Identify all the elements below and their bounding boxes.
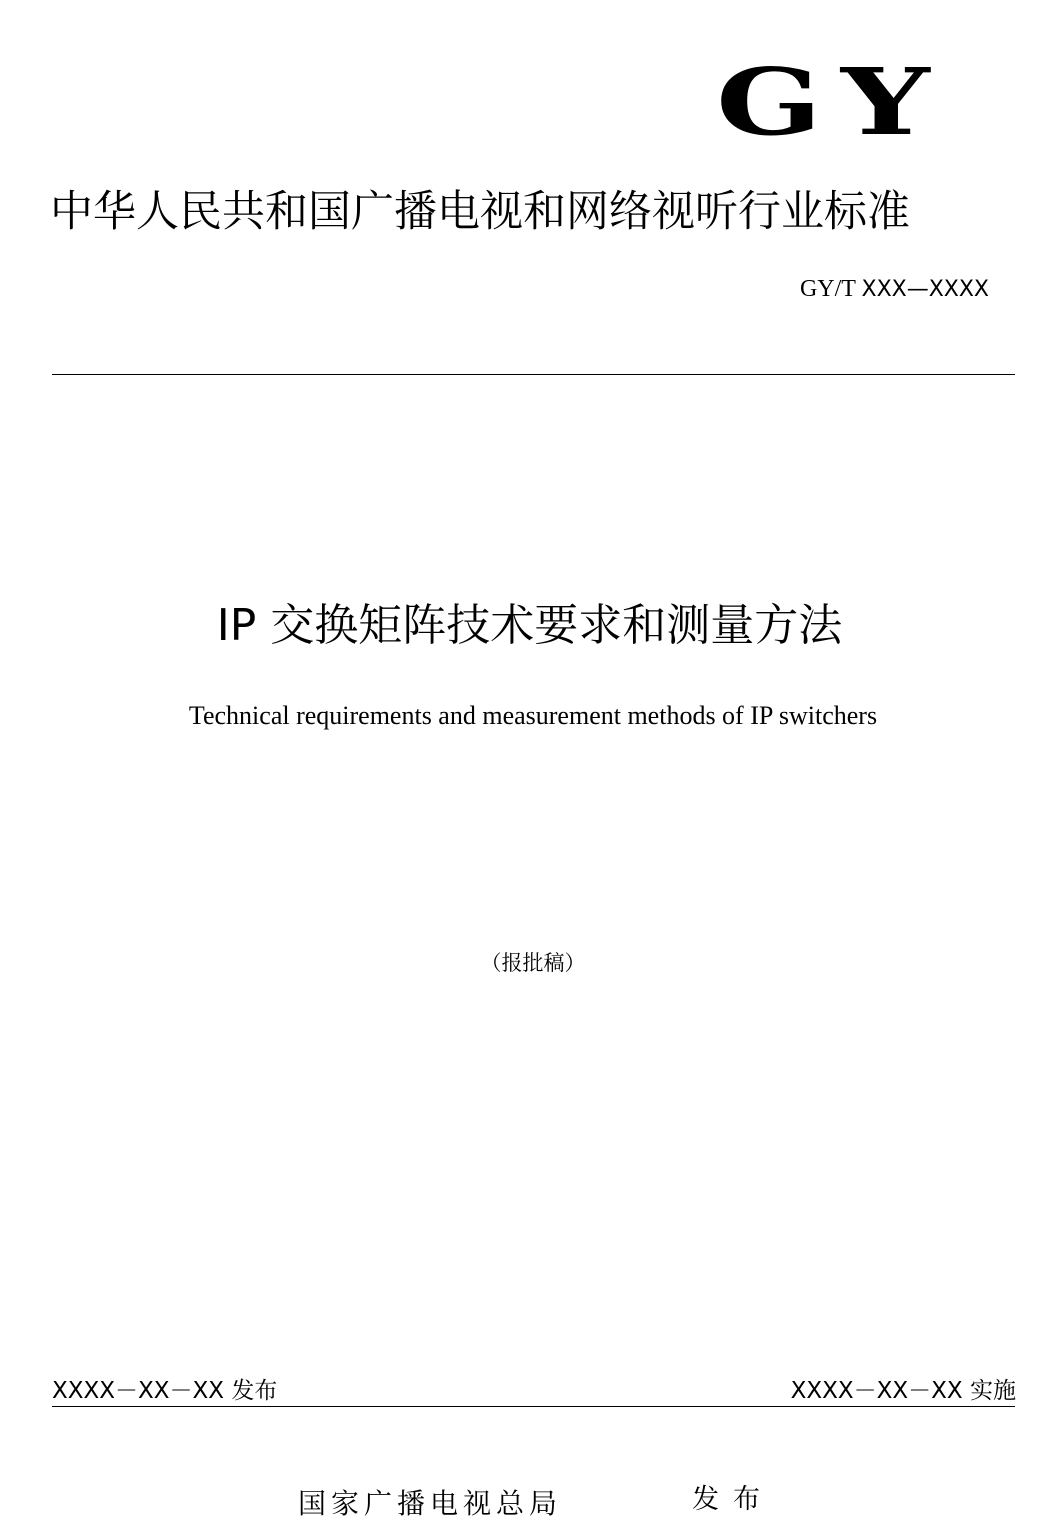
footer-divider xyxy=(52,1406,1015,1407)
standard-number xyxy=(800,274,989,305)
implementation-date: XXXX－XX－XX 实施 xyxy=(790,1378,1016,1404)
standard-number-suffix: XXX—XXXX xyxy=(861,277,989,302)
publish-label: 发布 xyxy=(692,1484,774,1515)
document-title-chinese: IP 交换矩阵技术要求和测量方法 xyxy=(216,600,843,651)
publisher: 国家广播电视总局 xyxy=(298,1487,563,1520)
release-date: XXXX－XX－XX 发布 xyxy=(52,1378,278,1404)
gy-logo: GY xyxy=(716,48,949,156)
standard-number-prefix: GY/T xyxy=(799,276,862,302)
document-title-english: Technical requirements and measurement methods of IP switchers xyxy=(188,701,878,730)
header-divider xyxy=(52,374,1015,375)
draft-status: （报批稿） xyxy=(480,951,586,975)
organization-title: 中华人民共和国广播电视和网络视听行业标准 xyxy=(50,187,910,237)
